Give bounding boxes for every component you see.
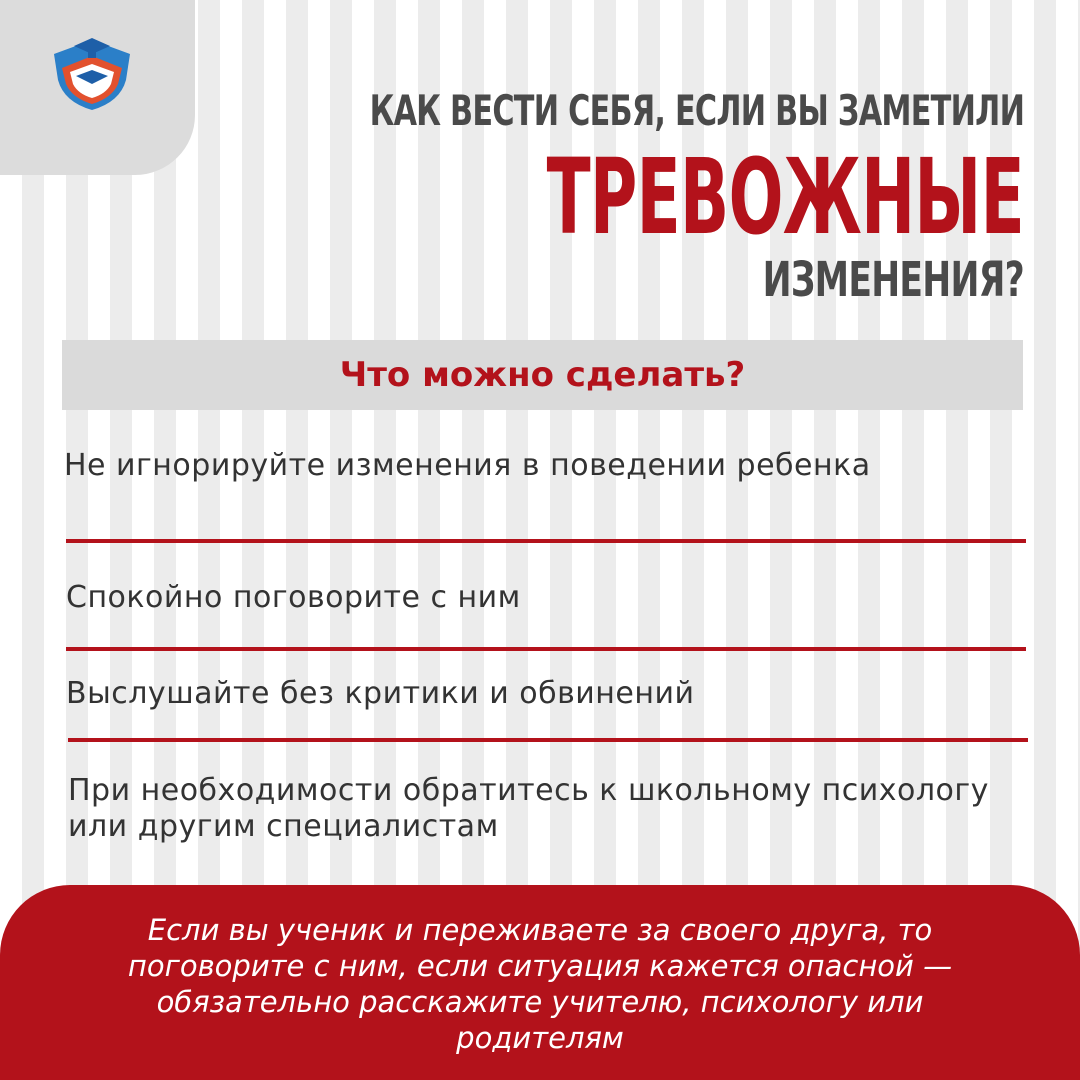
divider: [68, 738, 1028, 742]
graduation-cap-emblem-icon: [48, 32, 136, 114]
list-item: Выслушайте без критики и обвинений: [66, 676, 695, 711]
section-header: [62, 340, 1023, 410]
footer-text-content: Если вы ученик и переживаете за своего друга, то поговорите с ним, если ситуация кажется опасной — обязательно расскажите учителю, психологу или родителям: [127, 913, 953, 1055]
title-line-2: ТРЕВОЖНЫЕ: [546, 136, 1024, 258]
list-item: При необходимости обратитесь к школьному психологу или другим специалистам: [68, 773, 989, 844]
divider: [66, 647, 1026, 651]
list-item: Не игнорируйте изменения в поведении ребенка: [64, 448, 871, 483]
list-item: Спокойно поговорите с ним: [66, 580, 521, 615]
section-title: Что можно сделать?: [339, 355, 746, 395]
divider: [66, 539, 1026, 543]
footer-text: [0, 912, 1080, 1056]
title-line-3: ИЗМЕНЕНИЯ?: [762, 252, 1024, 308]
title-line-1: КАК ВЕСТИ СЕБЯ, ЕСЛИ ВЫ ЗАМЕТИЛИ: [369, 86, 1024, 135]
